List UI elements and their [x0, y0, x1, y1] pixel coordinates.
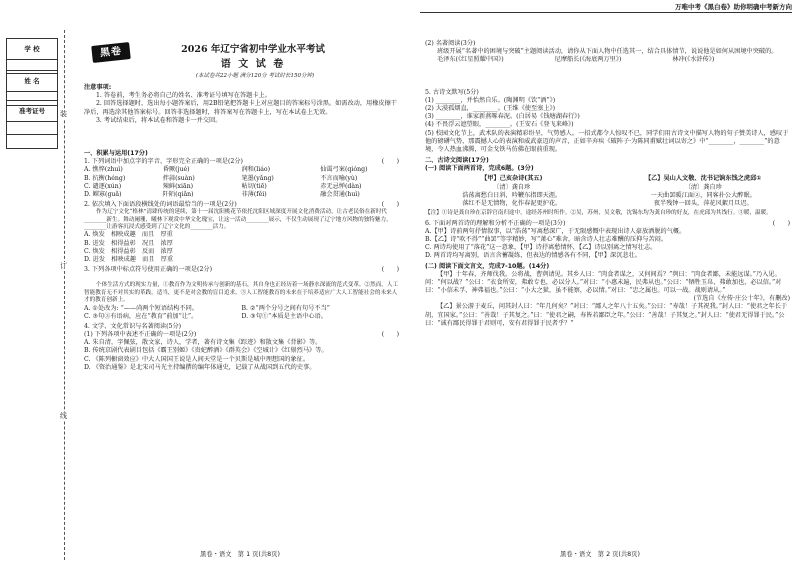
q3-option-b[interactable]: B. ②“两个分号之间有句号不当”: [241, 304, 330, 312]
poem-jia: [425, 175, 599, 208]
q5-line-2[interactable]: (2) 大漠孤烟直，________。(王维《使至塞上》): [425, 104, 556, 112]
q1-answer-paren[interactable]: ( ): [381, 158, 399, 166]
wenyan-jia: 【甲】十年春，齐师伐我。公将战，曹刿请见。其乡人曰：“肉食者谋之，又何间焉？”刿曰：“肉食者鄙，未能远谋。”乃入见。问：“何以战？”公曰：“衣食所安，弗敢专也，必以分人。”对曰：“小惠未遍，民弗从也。”公曰：“牺牲玉帛，弗敢加也，必以信。”对曰：“小信未孚，神弗福也。”公曰：“小大之狱，虽不能察，必以情。”对曰：“忠之属也。可以一战。战则请从。”: [425, 270, 782, 295]
poem-yi-line-1: 一天曲罢暖江面②，同客扑公大醉眠。: [650, 191, 756, 199]
poem-jia-line-1: 浩荡离愁白日斜，吟鞭东指即天涯。: [462, 191, 562, 199]
ticket-field-1[interactable]: [7, 122, 57, 135]
q2-option-b[interactable]: B. 迸发 相得益彰 况且 浓厚: [84, 239, 173, 247]
q3-option-c[interactable]: C. ③句③有语病，应在“教育”前加“让”。: [84, 312, 198, 320]
q6-option-d[interactable]: D. 两首诗均写离别，语言含蓄凝练，但表达的情感各有不同，【甲】深沉悲壮。: [425, 252, 641, 260]
q4-sub2-stem: (2) 名著阅读(3分): [425, 40, 476, 47]
q1-d-2: 阡陌(qiǎn): [162, 190, 194, 198]
q3-option-a[interactable]: A. ①处改为: “——尚两个短语结构不同。: [84, 304, 198, 312]
ticket-label: 准考证号: [7, 101, 57, 122]
q1-option-c[interactable]: [84, 183, 399, 191]
q1-d-4: 融会贯通(huì): [320, 190, 360, 198]
q4-option-b[interactable]: B. 传统京剧代表剧目包括《霸王别姬》《贵妃醉酒》《群英会》《空城计》《红鬃烈马》等。: [84, 347, 328, 355]
notice-heading: 注意事项:: [84, 84, 112, 91]
q6-stem-row: [425, 220, 790, 228]
footer-page-1: 黑卷・语文 第 1 页(共8页): [200, 551, 280, 558]
q5-line-1[interactable]: (1) ________，并怡然自乐。(陶渊明《饮“酒”》): [425, 96, 556, 104]
q1-option-b[interactable]: [84, 175, 399, 183]
q1-d-3: 非薄(fěi): [241, 190, 267, 198]
poem-yi-title: 【乙】吴山人文敬、沈书记饷东饯之虎邱①: [644, 175, 762, 183]
q2-stem: 2. 依次填入下面语段横线处的词语最恰当的一项是(2分): [84, 201, 237, 209]
header-rule: [420, 12, 792, 13]
name-label: 姓 名: [7, 71, 57, 92]
q2-option-d[interactable]: D. 迸发 相映成趣 而且 厚重: [84, 256, 174, 263]
q4-option-a[interactable]: A. 朱自清，字佩弦，散文家，诗人，学者，著有诗文集《踪迹》和散文集《背影》等。: [84, 339, 322, 347]
q1-b-1: B. 抗衡(héng): [84, 174, 126, 182]
brand-logo: 黑卷: [91, 42, 131, 63]
q1-c-4: 赤无忌惮(dàn): [320, 182, 362, 190]
notice-item-3: 3. 考试结束后，将本试卷和答题卡一并交回。: [96, 116, 222, 124]
q6-option-a[interactable]: A.【甲】诗前两句抒情叙事，以“浩荡”写离愁深广，于无限感慨中表现出诗人豪放洒脱的气概。: [425, 227, 686, 235]
poem-yi-line-2: 夜半残钟一回头，萍花风絮月旦迟。: [653, 200, 753, 207]
q6-option-c[interactable]: C. 两诗均使用了“落花”这一意象，【甲】诗抒离愁情怀，【乙】诗以别离之情写壮志。: [425, 244, 657, 252]
q1-a-4: 仙霭弓案(qióng): [320, 166, 368, 174]
section-1-heading: 一、积累与运用(17分): [84, 150, 148, 157]
notice-block: [84, 84, 399, 125]
ticket-field-2[interactable]: [7, 135, 57, 148]
binding-char-xian: 线: [60, 412, 67, 420]
exam-note: (本试卷共22小题 满分120分 考试时长150分钟): [195, 73, 315, 79]
wenyan-yi: 【乙】景公游于麦丘，问其封人曰：“年几何矣？”对曰：“鄙人之年八十五矣。”公曰：“寿哉！子其祝我。”封人曰：“使君之年长于胡，宜国家。”公曰：“善哉！子其复之。”曰：“使君之嗣，寿皆若鄙臣之年。”公曰：“善哉！子其复之。”封人曰：“使君无得罪于民。”公曰：“诚有鄙民得罪于君则可，安有君得罪于民者乎？”: [425, 303, 788, 327]
poem-yi: [617, 175, 791, 208]
q4-sub1-stem: (1) 下列各项中表述不正确的一项是(2分): [84, 331, 197, 339]
q1-d-1: D. 鳏寡(guǎ): [84, 190, 122, 198]
q4-answer-paren[interactable]: ( ): [381, 331, 399, 339]
ticket-box: [6, 100, 58, 149]
poem-yi-author: 〔清〕龚自珍: [684, 183, 722, 191]
exam-title: 2026 年辽宁省初中学业水平考试: [181, 44, 325, 55]
q4-option-d[interactable]: D. 《资治通鉴》是北宋司马光主持编撰的编年体通史，记载了从战国到五代的史事。: [84, 363, 316, 371]
q4-sub2-choices: [425, 56, 790, 64]
q1-a-1: A. 憔悴(zhuì): [84, 166, 123, 174]
footer-page-2: 黑卷・语文 第 2 页(共8页): [560, 551, 640, 558]
q3-answer-paren[interactable]: ( ): [381, 266, 399, 274]
q1-option-d[interactable]: [84, 191, 399, 199]
q1-a-3: 润和(liáo): [241, 166, 271, 174]
binding-char-zhuang: 装: [60, 110, 67, 118]
q2-option-c[interactable]: C. 焕发 相得益彰 反而 浓厚: [84, 247, 173, 255]
q6-stem: 6. 下面对两首诗的理解和分析不正确的一项是(3分): [425, 219, 566, 227]
section-2-part-2: (二) 阅读下面文言文，完成7-10题。(14分): [425, 262, 550, 270]
q2-answer-paren[interactable]: ( ): [381, 201, 399, 209]
q6-option-b[interactable]: B.【乙】诗“吹不得”“曲罢”等字精妙，写“萧心”难舍，暗含诗人壮志难酬的压抑与苦闷。: [425, 235, 668, 243]
q1-b-4: 不言而喻(yù): [320, 174, 358, 182]
poem-note: 【注】①诗是龚自珍在京辞官南归途中，途经苏州时所作。②吴，苏州，吴文敬，沈锡东均为龚自珍的好友，在虎邱为其饯行。③暖，温暖。: [425, 210, 772, 217]
poem-jia-author: 〔清〕龚自珍: [493, 183, 531, 191]
section-2-part-1: (一) 阅读下面两首诗，完成6题。(3分): [425, 165, 534, 173]
q3-options-row-2: [84, 313, 399, 321]
poem-jia-title: 【甲】己亥杂诗(其五): [481, 175, 543, 183]
right-column: [425, 40, 790, 328]
q2-option-a[interactable]: A. 焕发 相映成趣 而且 厚重: [84, 231, 173, 239]
q2-passage: 作为辽宁文化“格林”清肆传统的延续，第十一届沈阳桃花节依托沈阳区域深度开展文化消费活动，让古老民俗在新时代________新生。舞动阑珊，曦林下观赏中华文化瑰宝，让这一活动________展示，不仅生动展现了辽宁地方风物的独特魅力，________让游客沉浸式感受到了辽宁文化的________活力。: [84, 209, 392, 231]
q3-passage: 个体生活方式的现实力量，①教育作为文明传承与创新的基石，其自身也正经历着一场静水深流的范式变革。②然而，人工智能教育无不对其实的革践，适当，更不是对会教的盲目追求。③人工智能教育的未来在于培养适应广大人工智能社会的未来人才的教育创新上。: [84, 282, 399, 304]
q1-a-2: 昏厥(jué): [162, 166, 190, 174]
school-label: 学 校: [7, 39, 57, 60]
q4-stem: 4. 文学、文化常识与名著阅读(5分): [84, 322, 182, 330]
q5-line-3[interactable]: (3) ________，谁家新燕啄春泥。(白居易《钱塘湖春行》): [425, 113, 580, 121]
wenyan-source: (节选自《左传·庄公十年》，有删改): [693, 295, 790, 303]
poems: [425, 175, 790, 208]
section-2-heading: 二、古诗文阅读(17分): [425, 157, 489, 165]
q3-options-row-1: [84, 305, 399, 313]
school-box: [6, 38, 58, 74]
q4-choice-2[interactable]: 尼摩船长(《海底两万里》): [554, 56, 622, 64]
binding-char-ding: 订: [60, 262, 67, 270]
q6-answer-paren[interactable]: ( ): [772, 219, 790, 227]
q4-sub2-passage: 班级开展“名著中的困境与突破”主题阅读活动，请你从下面人物中任选其一，结合具体情节，说说他是如何从困境中突破的。: [437, 48, 778, 56]
q4-option-c[interactable]: C. 《陈列橱窗效应》中大人国国王说是人间天堂是一个贝斯是城中理想国的象征。: [84, 355, 310, 363]
q1-b-2: 拌蒜(suàn): [162, 174, 195, 182]
q1-b-3: 笔墨(yǎng): [241, 174, 274, 182]
header-slogan: 万唯中考《黑白卷》助你明确中考新方向: [675, 3, 792, 11]
q1-c-1: C. 谴逐(xún): [84, 182, 122, 190]
q3-option-d[interactable]: D. ③句①“本质是主语中心语。: [241, 312, 327, 320]
q1-c-2: 辣鲜(xiān): [162, 182, 194, 190]
notice-item-1: 1. 答卷前，考生务必将自己的姓名、准考证号填写在答题卡上。: [96, 92, 271, 100]
poem-jia-line-2: 落红不是无情物，化作春泥更护花。: [462, 200, 562, 207]
q3-stem: 3. 下列各项中标点符号使用正确的一项是(2分): [84, 266, 213, 274]
notice-item-2: 2. 回答选择题时，选出每小题答案后，用2B铅笔把答题卡上对应题目的答案标号涂黑。如需改动，用橡皮擦干净后，再选涂其他答案标号。回答非选择题时，将答案写在答题卡上，写在本试卷上无效。: [84, 100, 397, 116]
q4-choice-1[interactable]: 毛泽东(《红星照耀中国》): [437, 56, 504, 64]
q1-option-a[interactable]: [84, 166, 399, 174]
q3-stem-row: [84, 266, 399, 274]
q5-stem: 5. 古诗文默写(5分): [425, 88, 479, 96]
q4-choice-3[interactable]: 林冲(《水浒传》): [672, 56, 715, 64]
q5-line-4[interactable]: (4) 不畏浮云遮望眼，________。(王安石《登飞来峰》): [425, 121, 574, 129]
q1-stem: 1. 下列词语中加点字的字音、字形完全正确的一项是(2分): [84, 158, 243, 166]
section-1: [84, 150, 399, 372]
exam-subtitle: 语 文 试 卷: [220, 59, 286, 70]
q5-line-5[interactable]: (5) 校园文化节上，武术队的表演精彩纷呈，气势感人。一招式都令人惊叹不已，同学们用古诗文中描写人物的句子赞美诗人，感叹于他的磅礴气势，那震撼人心的表演和威武豪迈的声音，正如辛弃疾《破阵子·为陈同甫赋壮词以寄之》中“________，________”的意境，令人热血沸腾，可金戈铁马仿佛在眼前重现。: [425, 129, 789, 153]
q1-c-3: 帖切(tiē): [241, 182, 267, 190]
